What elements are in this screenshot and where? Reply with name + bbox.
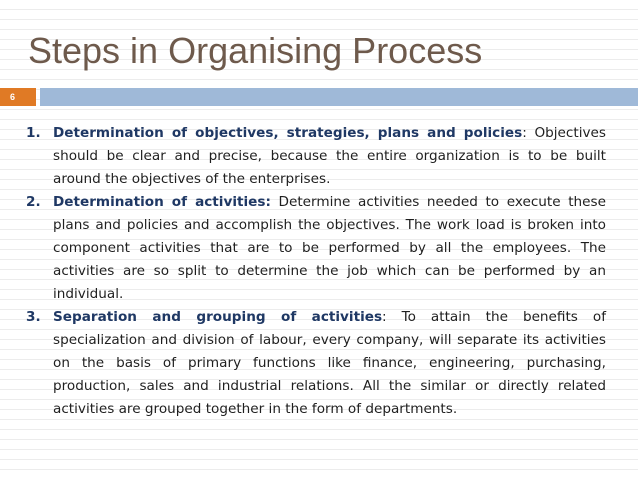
step-item [26, 306, 606, 421]
step-body: Determine activities needed to execute these plans and policies and accomplish the objectives. The work load is broken into component activities that are to be performed by all the employees. The activities are so split to determine the job which can be performed by an individual. [53, 194, 606, 302]
step-body: Objectives should be clear and precise, because the entire organization is to be built around the objectives of the enterprises. [53, 125, 606, 187]
slide-title: Steps in Organising Process [28, 30, 483, 71]
step-number: 1. [26, 125, 41, 141]
step-separator: : [382, 309, 387, 325]
step-heading: Separation and grouping of activities [53, 309, 383, 325]
step-number: 3. [26, 309, 41, 325]
step-number: 2. [26, 194, 41, 210]
page-number-badge: 6 [0, 88, 36, 106]
header-divider-bar [40, 88, 638, 106]
step-separator: : [522, 125, 527, 141]
step-heading: Determination of objectives, strategies, plans and policies [53, 125, 523, 141]
steps-list [26, 122, 606, 421]
step-item [26, 122, 606, 191]
step-item [26, 191, 606, 306]
step-heading: Determination of activities: [53, 194, 271, 210]
step-body: To attain the benefits of specialization and division of labour, every company, will separate its activities on the basis of primary functions like finance, engineering, purchasing, production, sales and industrial relations. All the similar or directly related activities are grouped together in the form of departments. [53, 309, 606, 417]
